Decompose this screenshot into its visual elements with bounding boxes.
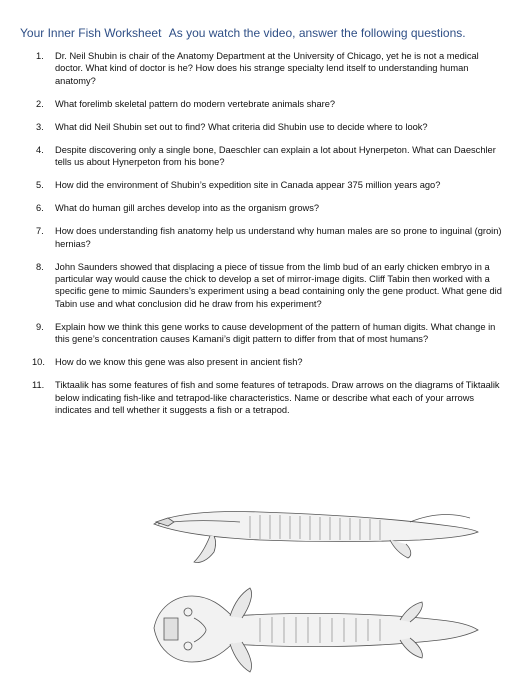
question-text: John Saunders showed that displacing a piece of tissue from the limb bud of an early chicken embryo in a particular way would cause the chick to develop a set of mirror-image digits. Cliff Tabin then worked with a specific gene to mimic Saunders’s experiment using a bead containing only the gene product. What gene did Tabin use and what conclusion did he draw from his experiment? xyxy=(55,261,502,309)
question-item xyxy=(24,98,502,110)
title-main: Your Inner Fish Worksheet xyxy=(20,26,162,40)
question-number: 8. xyxy=(36,261,44,272)
question-text: What did Neil Shubin set out to find? What criteria did Shubin use to decide where to look? xyxy=(55,121,428,132)
question-item xyxy=(24,50,502,87)
question-text: Dr. Neil Shubin is chair of the Anatomy Department at the University of Chicago, yet he is not a medical doctor. What kind of doctor is he? How does his strange specialty lend itself to understanding human anatomy? xyxy=(55,51,479,86)
question-number: 9. xyxy=(36,321,44,332)
question-list xyxy=(24,50,502,427)
question-number: 2. xyxy=(36,98,44,109)
question-number: 11. xyxy=(32,380,45,391)
question-number: 7. xyxy=(36,226,44,237)
question-item xyxy=(24,225,502,250)
question-text: Tiktaalik has some features of fish and some features of tetrapods. Draw arrows on the diagrams of Tiktaalik below indicating fish-like and tetrapod-like characteristics. Name or describe what each of your arrows indicates and tell whether it suggests a fish or a tetrapod. xyxy=(55,380,500,416)
tiktaalik-side-view xyxy=(154,512,478,563)
question-item xyxy=(24,356,502,368)
tiktaalik-top-view xyxy=(154,588,478,672)
title-instructions: As you watch the video, answer the following questions. xyxy=(168,26,466,40)
question-item xyxy=(24,261,502,311)
question-number: 6. xyxy=(36,203,44,214)
question-text: Despite discovering only a single bone, Daeschler can explain a lot about Hynerpeton. What can Daeschler tells us about Hynerpeton from his bone? xyxy=(55,144,496,168)
tiktaalik-diagrams xyxy=(150,500,480,690)
question-number: 4. xyxy=(36,144,44,155)
question-item xyxy=(24,144,502,169)
question-item xyxy=(24,379,502,416)
question-text: What do human gill arches develop into as the organism grows? xyxy=(55,203,320,214)
worksheet-title xyxy=(20,26,466,40)
question-item xyxy=(24,202,502,214)
question-number: 3. xyxy=(36,121,44,132)
question-number: 1. xyxy=(36,51,44,61)
question-item xyxy=(24,121,502,133)
question-text: How do we know this gene was also present in ancient fish? xyxy=(55,357,303,368)
question-item xyxy=(24,179,502,191)
question-text: Explain how we think this gene works to cause development of the pattern of human digits. What change in this gene’s concentration causes Kamani’s digit pattern to differ from that of most humans? xyxy=(55,321,496,345)
question-number: 10. xyxy=(32,357,45,368)
question-item xyxy=(24,321,502,346)
question-text: What forelimb skeletal pattern do modern vertebrate animals share? xyxy=(55,98,336,109)
question-text: How did the environment of Shubin’s expedition site in Canada appear 375 million years ago? xyxy=(55,180,441,191)
question-text: How does understanding fish anatomy help us understand why human males are so prone to inguinal (groin) hernias? xyxy=(55,226,502,249)
question-number: 5. xyxy=(36,180,44,191)
